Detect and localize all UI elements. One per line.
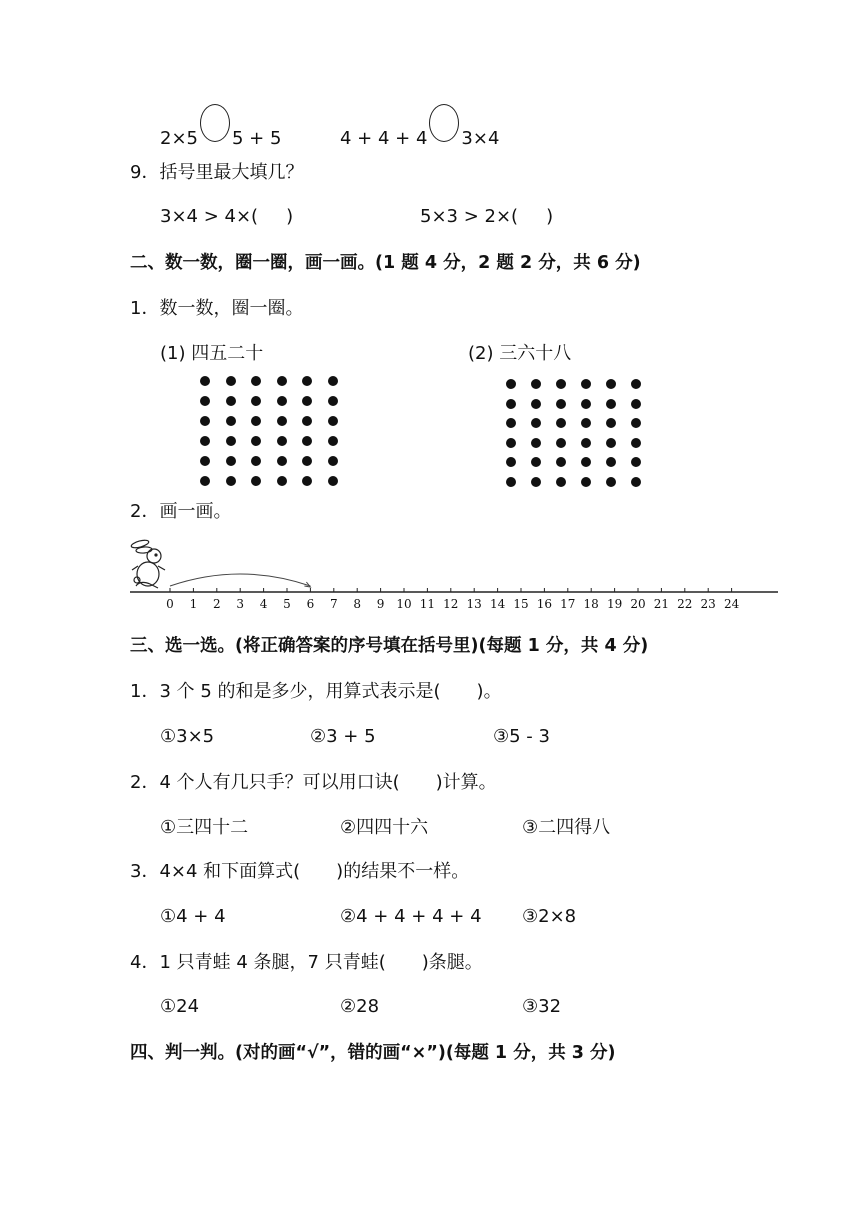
number-line-tick-label: 17 [560, 597, 576, 611]
number-line-tick-label: 6 [306, 597, 315, 611]
dot-grid-b-label: (2) 三六十八 [468, 343, 572, 364]
q8-right-expression-a: 4 + 4 + 4 [340, 128, 428, 149]
s3-q4-option-1[interactable]: ①24 [160, 996, 200, 1017]
dot [277, 476, 287, 486]
dot [328, 416, 338, 426]
dot [581, 457, 591, 467]
dot [631, 379, 641, 389]
dot [606, 457, 616, 467]
dot [581, 477, 591, 487]
dot [506, 379, 516, 389]
dot [226, 396, 236, 406]
q8-compare-left [160, 116, 281, 151]
dot [556, 477, 566, 487]
number-line-tick-label: 18 [583, 597, 599, 611]
number-line-tick-label: 16 [536, 597, 553, 611]
compare-circle-blank[interactable] [428, 116, 460, 150]
dot [506, 457, 516, 467]
number-line-tick-label: 3 [236, 597, 245, 611]
dot [302, 376, 312, 386]
dot [581, 418, 591, 428]
dot [631, 399, 641, 409]
q8-compare-right [340, 116, 499, 151]
dot-grid-b[interactable] [506, 379, 640, 487]
dot [606, 418, 616, 428]
number-line-tick-label: 4 [259, 597, 268, 611]
dot [200, 456, 210, 466]
dot [506, 418, 516, 428]
number-line-tick-label: 10 [396, 597, 412, 611]
q9-b-close: ) [546, 206, 554, 227]
rabbit-illustration [131, 539, 165, 588]
dot [277, 396, 287, 406]
s3-q3-option-1[interactable]: ①4 + 4 [160, 906, 226, 927]
dot [556, 438, 566, 448]
dot [302, 396, 312, 406]
dot [200, 376, 210, 386]
section-4-heading: 四、判一判。(对的画“√”，错的画“×”)(每题 1 分，共 3 分) [130, 1043, 616, 1063]
compare-circle-blank[interactable] [199, 116, 231, 150]
dot [631, 477, 641, 487]
dot [581, 438, 591, 448]
number-line-tick-label: 15 [513, 597, 529, 611]
dot [506, 399, 516, 409]
s3-q4-option-2[interactable]: ②28 [340, 996, 380, 1017]
dot-grid-a[interactable] [200, 376, 338, 486]
s3-question-4: 4．1 只青蛙 4 条腿，7 只青蛙( )条腿。 [130, 952, 483, 973]
s3-q1-option-1[interactable]: ①3×5 [160, 726, 215, 747]
s3-q3-option-3[interactable]: ③2×8 [522, 906, 577, 927]
dot [556, 399, 566, 409]
dot [251, 376, 261, 386]
dot [531, 457, 541, 467]
dot [631, 418, 641, 428]
dot [581, 379, 591, 389]
section-2-q2-title: 2．画一画。 [130, 501, 232, 522]
dot [251, 396, 261, 406]
dot [226, 416, 236, 426]
number-line-tick-label: 24 [723, 597, 740, 611]
dot [251, 416, 261, 426]
q9-b-text: 5×3 > 2×( [420, 206, 519, 227]
dot [606, 379, 616, 389]
s3-q3-option-2[interactable]: ②4 + 4 + 4 + 4 [340, 906, 482, 927]
dot [226, 476, 236, 486]
s3-q2-option-1[interactable]: ①三四十二 [160, 817, 249, 838]
dot [328, 456, 338, 466]
dot [277, 436, 287, 446]
dot [277, 456, 287, 466]
number-line-tick-label: 12 [443, 597, 459, 611]
q8-left-expression-a: 2×5 [160, 128, 198, 149]
dot [506, 438, 516, 448]
dot [251, 476, 261, 486]
dot [556, 379, 566, 389]
q9-item-b [420, 205, 553, 229]
number-line-tick-label: 8 [353, 597, 362, 611]
s3-question-2: 2．4 个人有几只手？可以用口诀( )计算。 [130, 772, 497, 793]
dot [200, 396, 210, 406]
dot [506, 477, 516, 487]
dot [531, 477, 541, 487]
number-line-tick-label: 19 [606, 597, 623, 611]
q8-right-expression-b: 3×4 [461, 128, 500, 149]
dot [251, 456, 261, 466]
dot [631, 457, 641, 467]
q9-a-text: 3×4 > 4×( [160, 206, 259, 227]
number-line-tick-label: 11 [419, 597, 436, 611]
dot [277, 376, 287, 386]
dot [200, 416, 210, 426]
number-line-tick-label: 7 [329, 597, 338, 611]
dot [226, 376, 236, 386]
number-line-tick-label: 5 [283, 597, 291, 611]
tick-group [166, 582, 739, 611]
s3-q2-option-2[interactable]: ②四四十六 [340, 817, 429, 838]
dot [606, 477, 616, 487]
dot-grid-a-label: (1) 四五二十 [160, 343, 264, 364]
dot [581, 399, 591, 409]
dot [531, 418, 541, 428]
dot [531, 438, 541, 448]
dot [556, 418, 566, 428]
number-line-tick-label: 21 [653, 597, 670, 611]
q9-item-a [160, 205, 293, 229]
dot [531, 399, 541, 409]
dot [606, 438, 616, 448]
number-line[interactable] [128, 536, 780, 616]
dot [302, 416, 312, 426]
dot [328, 436, 338, 446]
dot [328, 396, 338, 406]
dot [556, 457, 566, 467]
dot [631, 438, 641, 448]
jump-arc [170, 574, 310, 586]
number-line-tick-label: 14 [489, 597, 506, 611]
number-line-tick-label: 13 [466, 597, 482, 611]
dot [226, 436, 236, 446]
q9-a-close: ) [286, 206, 294, 227]
number-line-tick-label: 20 [630, 597, 646, 611]
q9-title: 9．括号里最大填几？ [130, 162, 304, 183]
dot [328, 376, 338, 386]
s3-q2-option-3[interactable]: ③二四得八 [522, 817, 611, 838]
number-line-tick-label: 1 [189, 597, 198, 611]
section-3-heading: 三、选一选。(将正确答案的序号填在括号里)(每题 1 分，共 4 分) [130, 636, 649, 656]
s3-question-3: 3．4×4 和下面算式( )的结果不一样。 [130, 861, 470, 882]
dot [200, 476, 210, 486]
s3-question-1: 1．3 个 5 的和是多少，用算式表示是( )。 [130, 681, 502, 702]
q8-left-expression-b: 5 + 5 [232, 128, 282, 149]
dot [302, 436, 312, 446]
dot [531, 379, 541, 389]
dot [302, 456, 312, 466]
dot [277, 416, 287, 426]
number-line-tick-label: 9 [376, 597, 385, 611]
dot [606, 399, 616, 409]
dot [251, 436, 261, 446]
number-line-tick-label: 22 [677, 597, 693, 611]
dot [302, 476, 312, 486]
dot [328, 476, 338, 486]
section-2-q1-title: 1．数一数，圈一圈。 [130, 298, 304, 319]
number-line-tick-label: 2 [212, 597, 221, 611]
number-line-tick-label: 0 [166, 597, 174, 611]
s3-q1-option-3[interactable]: ③5 - 3 [493, 726, 550, 747]
number-line-tick-label: 23 [700, 597, 716, 611]
dot [226, 456, 236, 466]
dot [200, 436, 210, 446]
section-2-heading: 二、数一数，圈一圈，画一画。(1 题 4 分，2 题 2 分，共 6 分) [130, 253, 641, 273]
s3-q1-option-2[interactable]: ②3 + 5 [310, 726, 376, 747]
s3-q4-option-3[interactable]: ③32 [522, 996, 562, 1017]
